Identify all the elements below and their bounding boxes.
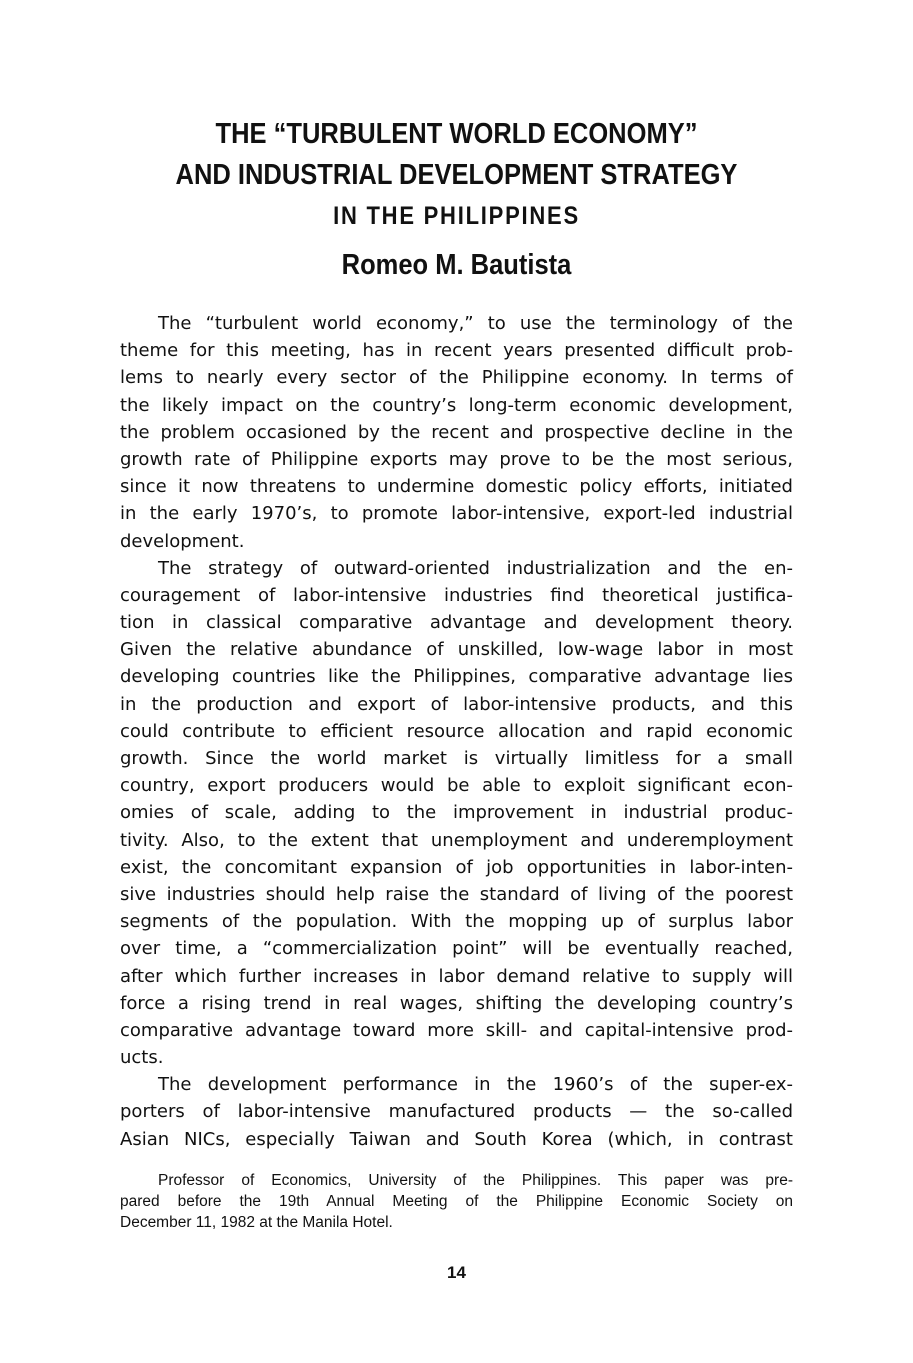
text-line: developing countries like the Philippines, comparative advantage lies — [120, 666, 793, 688]
paragraph-2 — [120, 555, 793, 1072]
text-line: The development performance in the 1960’s of the super-ex- — [158, 1074, 793, 1096]
footnote-line: pared before the 19th Annual Meeting of the Philippine Economic Society on — [120, 1193, 793, 1210]
text-line: The “turbulent world economy,” to use the terminology of the — [158, 313, 793, 334]
text-line: development. — [120, 530, 245, 552]
text-line: over time, a “commercialization point” will be eventually reached, — [120, 938, 793, 960]
author-name: Romeo M. Bautista — [341, 249, 572, 281]
footnote-line: December 11, 1982 at the Manila Hotel. — [120, 1214, 393, 1231]
text-line: tivity. Also, to the extent that unemployment and underemployment — [120, 829, 793, 851]
text-line: after which further increases in labor demand relative to supply will — [120, 965, 793, 987]
page-number: 14 — [447, 1263, 466, 1282]
text-line: since it now threatens to undermine domestic policy efforts, initiated — [120, 476, 793, 498]
text-line: Given the relative abundance of unskilled, low-wage labor in most — [120, 639, 793, 661]
text-line: in the early 1970’s, to promote labor-intensive, export-led industrial — [120, 503, 793, 525]
body-text — [120, 310, 793, 1153]
text-line: lems to nearly every sector of the Philippine economy. In terms of — [120, 367, 793, 389]
text-line: Asian NICs, especially Taiwan and South Korea (which, in contrast — [120, 1128, 793, 1150]
paper-title — [120, 114, 793, 237]
text-line: The strategy of outward-oriented industrialization and the en- — [158, 557, 793, 579]
title-line-2: AND INDUSTRIAL DEVELOPMENT STRATEGY — [175, 159, 738, 191]
text-line: omies of scale, adding to the improvement in industrial produc- — [120, 802, 793, 824]
text-line: theme for this meeting, has in recent years presented difficult prob- — [120, 340, 793, 362]
text-line: the problem occasioned by the recent and prospective decline in the — [120, 421, 793, 443]
text-line: force a rising trend in real wages, shifting the developing country’s — [120, 992, 793, 1014]
text-line: the likely impact on the country’s long-term economic development, — [120, 394, 793, 416]
text-line: couragement of labor-intensive industries find theoretical justifica- — [120, 584, 793, 606]
text-line: comparative advantage toward more skill- and capital-intensive prod- — [120, 1019, 793, 1041]
text-line: in the production and export of labor-intensive products, and this — [120, 693, 793, 715]
text-line: sive industries should help raise the standard of living of the poorest — [120, 883, 793, 905]
text-line: ucts. — [120, 1047, 164, 1069]
text-line: exist, the concomitant expansion of job opportunities in labor-inten- — [120, 856, 793, 878]
text-line: could contribute to efficient resource allocation and rapid economic — [120, 720, 793, 742]
text-line: tion in classical comparative advantage and development theory. — [120, 612, 793, 634]
text-line: porters of labor-intensive manufactured products — the so-called — [120, 1101, 793, 1123]
paragraph-3 — [120, 1071, 793, 1153]
text-line: country, export producers would be able to exploit significant econ- — [120, 775, 793, 797]
text-line: growth. Since the world market is virtually limitless for a small — [120, 748, 793, 769]
title-line-1: THE “TURBULENT WORLD ECONOMY” — [215, 118, 698, 150]
paragraph-1 — [120, 310, 793, 555]
footnote — [120, 1170, 793, 1233]
title-line-3: IN THE PHILIPPINES — [333, 202, 580, 230]
text-line: segments of the population. With the mopping up of surplus labor — [120, 911, 793, 933]
footnote-line: Professor of Economics, University of the Philippines. This paper was pre- — [158, 1172, 793, 1189]
text-line: growth rate of Philippine exports may prove to be the most serious, — [120, 448, 793, 470]
